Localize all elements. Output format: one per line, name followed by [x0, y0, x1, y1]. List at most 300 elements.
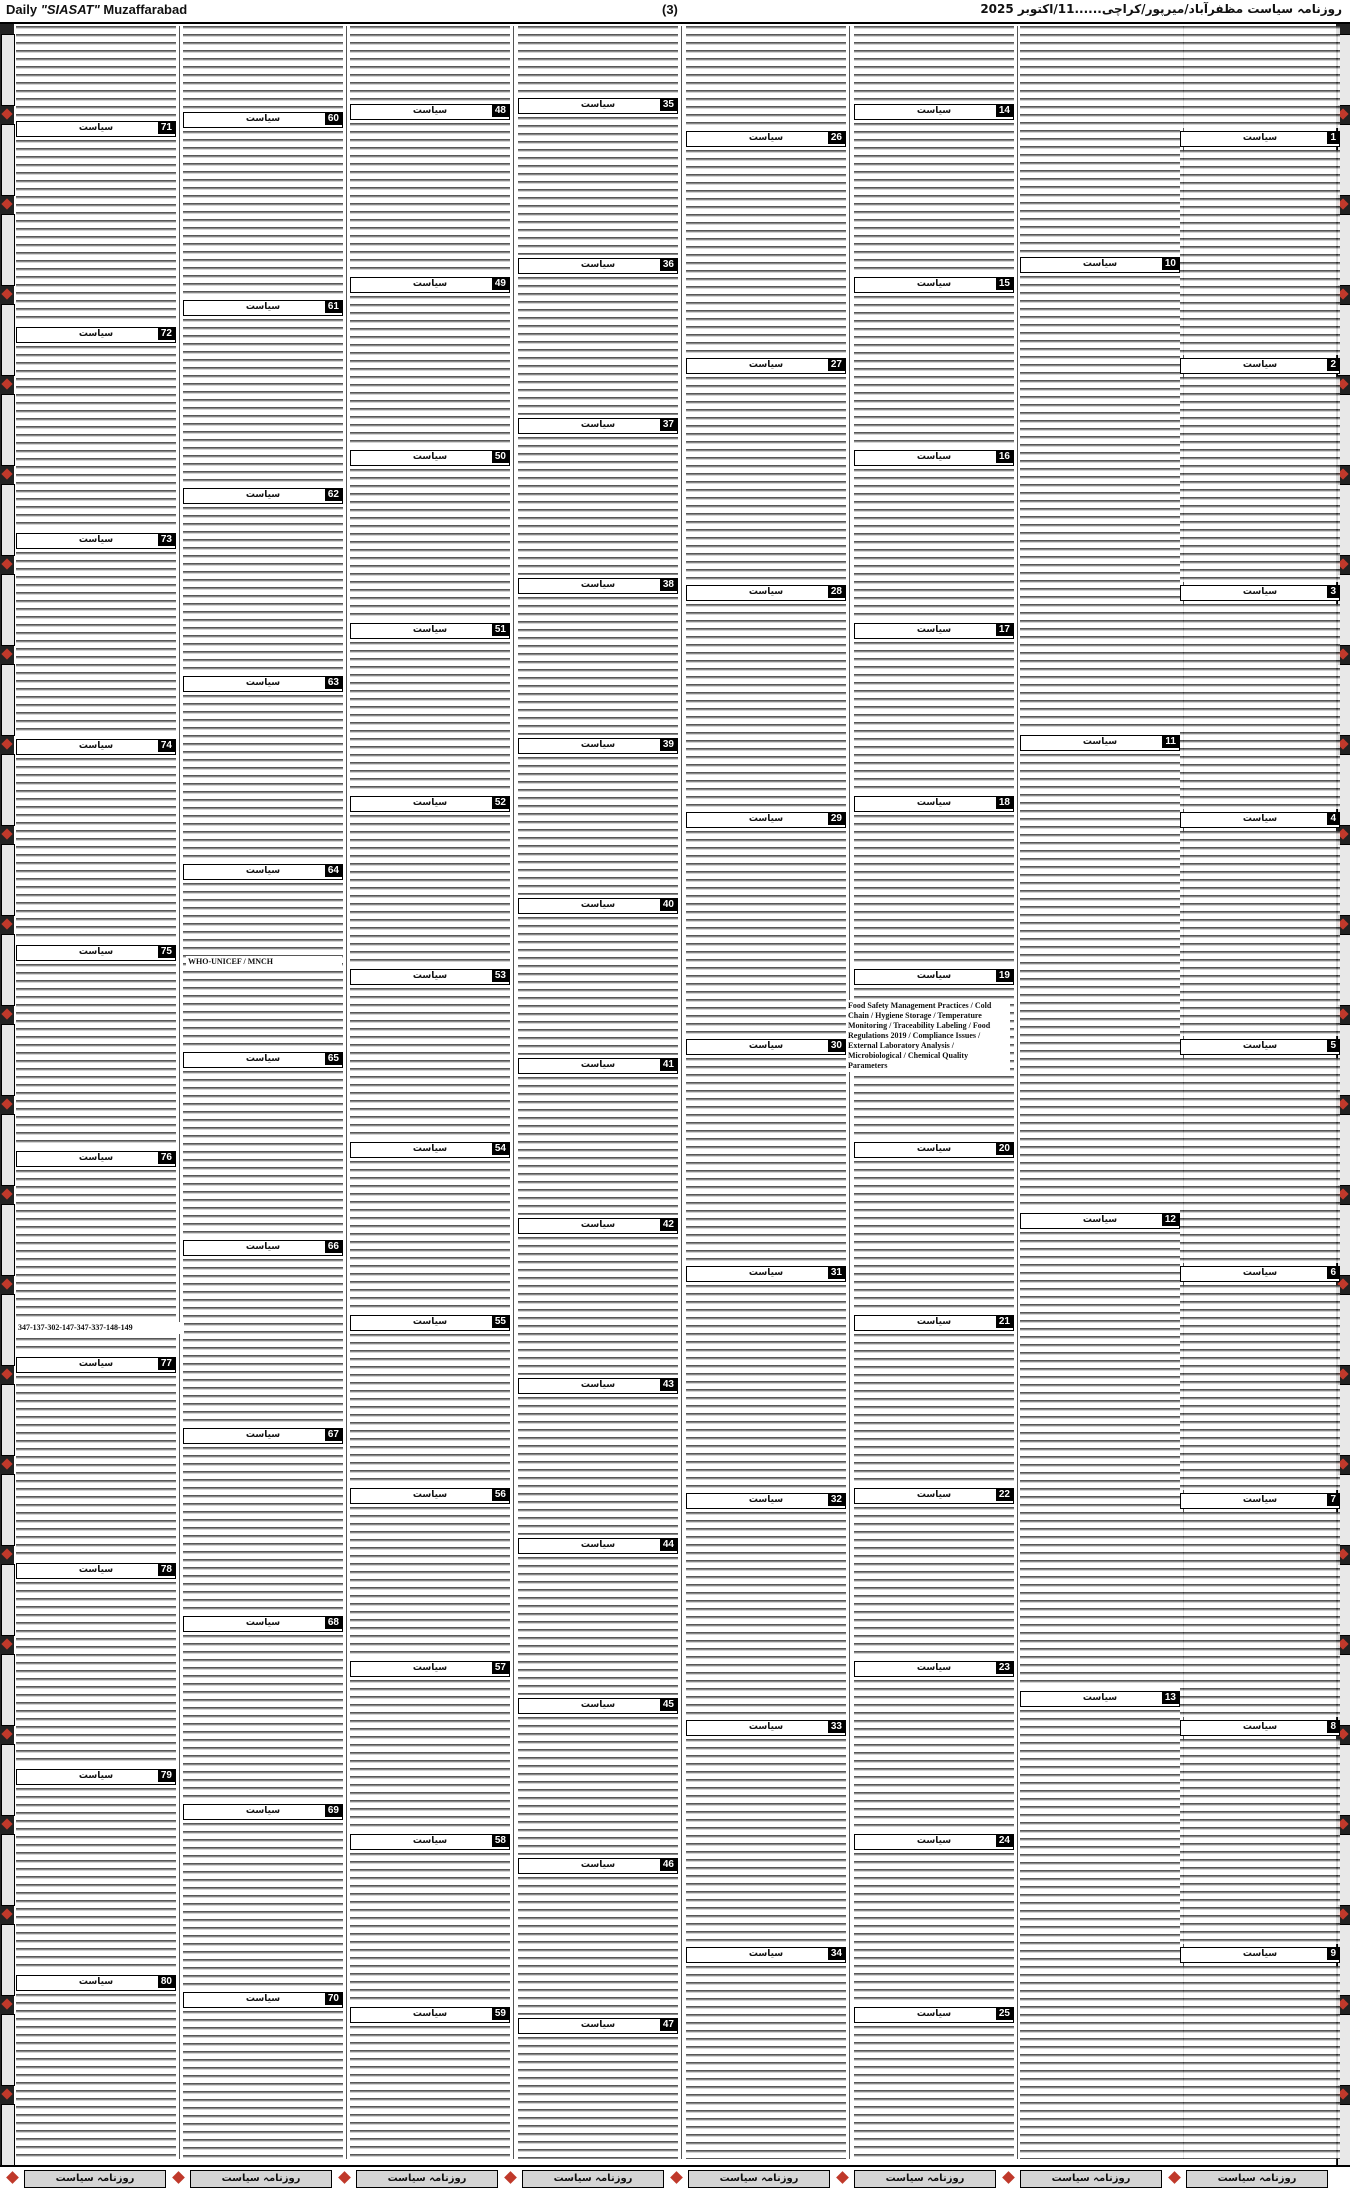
notice-header [350, 1834, 510, 1850]
notice-header [854, 623, 1014, 639]
food-safety-terms-text: Food Safety Management Practices / Cold Chain / Hygiene Storage / Temperature Monitoring / Traceability Labeling / Food Regulations 2019 / Compliance Issues / External Laboratory Analysis / Microbiological / Chemical Quality Parameters [846, 1000, 1010, 1072]
notice-text [518, 1237, 678, 1375]
sidebar-label-band [1, 1204, 15, 1276]
notice-number: 59 [492, 2008, 509, 2020]
notice-tag: سیاست [748, 1495, 784, 1505]
notice-text [518, 117, 678, 255]
sidebar-star-icon [1, 378, 12, 389]
notice-tag: سیاست [916, 1663, 952, 1673]
notice-number: 58 [492, 1835, 509, 1847]
notice-tag: سیاست [412, 279, 448, 289]
notice-header [686, 1266, 846, 1282]
notice-number: 20 [996, 1143, 1013, 1155]
notice-number: 31 [828, 1267, 845, 1279]
notice-number: 7 [1327, 1494, 1339, 1506]
notice-header [686, 1947, 846, 1963]
sidebar-label-band [1, 754, 15, 826]
notice-number: 57 [492, 1662, 509, 1674]
notice-header [686, 812, 846, 828]
column-1 [16, 26, 176, 2159]
column-2 [183, 26, 343, 2159]
notice-header [350, 1142, 510, 1158]
sidebar-star-icon [1, 1998, 12, 2009]
notice-header [16, 1357, 176, 1373]
masthead-daily: Daily [6, 2, 38, 17]
notice-header [854, 1488, 1014, 1504]
notice-tag: سیاست [78, 1153, 114, 1163]
notice-tag: سیاست [245, 866, 281, 876]
notice-tag: سیاست [748, 133, 784, 143]
notice-number: 74 [158, 740, 175, 752]
notice-header [350, 1315, 510, 1331]
sidebar-star-icon [1, 1098, 12, 1109]
notice-text [350, 2026, 510, 2159]
notice-number: 6 [1327, 1267, 1339, 1279]
notice-tag: سیاست [78, 535, 114, 545]
notice-number: 10 [1162, 258, 1179, 270]
notice-header [183, 864, 343, 880]
notice-tag: سیاست [916, 1144, 952, 1154]
notice-number: 50 [492, 451, 509, 463]
notice-text [350, 1680, 510, 1831]
notice-text [1020, 1710, 1180, 2159]
notice-number: 47 [660, 2019, 677, 2031]
notice-header [350, 1661, 510, 1677]
notice-text [1180, 604, 1340, 809]
notice-tag: سیاست [580, 1060, 616, 1070]
notice-text [350, 1334, 510, 1485]
who-unicef-text: WHO-UNICEF / MNCH [186, 956, 342, 968]
notice-header [183, 300, 343, 316]
notice-header [518, 738, 678, 754]
notice-text [518, 1077, 678, 1215]
notice-header [183, 1240, 343, 1256]
notice-tag: سیاست [245, 1618, 281, 1628]
notice-number: 44 [660, 1539, 677, 1551]
footer-star-icon [504, 2171, 517, 2184]
notice-number: 46 [660, 1859, 677, 1871]
sidebar-star-icon [1, 1008, 12, 1019]
notice-header [1020, 257, 1180, 273]
column-4 [518, 26, 678, 2159]
notice-tag: سیاست [1242, 133, 1278, 143]
notice-tag: سیاست [78, 1977, 114, 1987]
notice-number: 29 [828, 813, 845, 825]
notice-header [854, 277, 1014, 293]
notice-text [16, 140, 176, 324]
notice-text [350, 469, 510, 620]
notice-number: 40 [660, 899, 677, 911]
sidebar-label-band [1, 574, 15, 646]
notice-text [1180, 831, 1340, 1036]
notice-tag: سیاست [916, 106, 952, 116]
column-7 [1020, 26, 1180, 2159]
notice-text [183, 1071, 343, 1237]
notice-header [16, 945, 176, 961]
notice-number: 66 [325, 1241, 342, 1253]
masthead-urdu-title: روزنامہ سیاست مظفرآباد/میرپور/کراچی......11/اکتوبر 2025 [980, 2, 1342, 16]
footer-star-icon [172, 2171, 185, 2184]
notice-text [1180, 26, 1340, 128]
notice-text [16, 964, 176, 1148]
notice-text [1180, 1512, 1340, 1717]
sidebar-label-band [1, 214, 15, 286]
notice-header [183, 1804, 343, 1820]
notice-number: 22 [996, 1489, 1013, 1501]
sidebar-label-band [1, 1834, 15, 1906]
notice-number: 35 [660, 99, 677, 111]
notice-text [518, 26, 678, 95]
sidebar-label-band [1, 2014, 15, 2086]
notice-number: 67 [325, 1429, 342, 1441]
footer-segment: روزنامہ سیاست [1020, 2170, 1162, 2188]
notice-number: 36 [660, 259, 677, 271]
notice-number: 60 [325, 113, 342, 125]
notice-header [1180, 1266, 1340, 1282]
notice-header [518, 578, 678, 594]
notice-header [854, 104, 1014, 120]
notice-header [350, 2007, 510, 2023]
column-separator [179, 26, 180, 2159]
notice-header [1020, 1691, 1180, 1707]
notice-number: 70 [325, 1993, 342, 2005]
sidebar-star-icon [1, 108, 12, 119]
notice-tag: سیاست [1242, 814, 1278, 824]
notice-header [1020, 735, 1180, 751]
notice-header [518, 1218, 678, 1234]
notice-text [1020, 1232, 1180, 1688]
notice-text [1180, 377, 1340, 582]
sidebar-label-band [1, 1744, 15, 1816]
notice-header [1180, 812, 1340, 828]
footer-star-icon [836, 2171, 849, 2184]
notice-tag: سیاست [580, 1220, 616, 1230]
notice-text [183, 131, 343, 297]
notice-header [518, 898, 678, 914]
notice-header [183, 112, 343, 128]
masthead [0, 0, 1350, 24]
notice-tag: سیاست [916, 452, 952, 462]
sidebar-label-band [1, 1924, 15, 1996]
notice-header [518, 1698, 678, 1714]
notice-text [686, 1739, 846, 1944]
footer-star-icon [338, 2171, 351, 2184]
notice-header [183, 1052, 343, 1068]
notice-tag: سیاست [580, 580, 616, 590]
notice-text [1180, 1058, 1340, 1263]
footer-star-icon [1168, 2171, 1181, 2184]
notice-tag: سیاست [412, 1317, 448, 1327]
notice-tag: سیاست [580, 1700, 616, 1710]
sidebar-label-band [1, 844, 15, 916]
notice-number: 43 [660, 1379, 677, 1391]
notice-text [350, 123, 510, 274]
masthead-siasat: "SIASAT" [40, 2, 100, 17]
notice-number: 68 [325, 1617, 342, 1629]
notice-text [854, 2026, 1014, 2159]
notice-text [854, 296, 1014, 447]
notice-header [1180, 1493, 1340, 1509]
notice-tag: سیاست [748, 587, 784, 597]
notice-text [350, 642, 510, 793]
notice-tag: سیاست [1082, 259, 1118, 269]
notice-header [16, 327, 176, 343]
sidebar-star-icon [1, 1458, 12, 1469]
notice-number: 8 [1327, 1721, 1339, 1733]
notice-header [686, 1720, 846, 1736]
notice-tag: سیاست [1242, 587, 1278, 597]
notice-number: 77 [158, 1358, 175, 1370]
notice-number: 56 [492, 1489, 509, 1501]
notice-text [350, 26, 510, 101]
notice-text [518, 437, 678, 575]
notice-number: 48 [492, 105, 509, 117]
notice-tag: سیاست [78, 1359, 114, 1369]
notice-header [350, 796, 510, 812]
notice-text [183, 695, 343, 861]
notice-tag: سیاست [412, 452, 448, 462]
notice-header [16, 739, 176, 755]
notice-tag: سیاست [916, 2009, 952, 2019]
notice-tag: سیاست [1082, 1693, 1118, 1703]
notice-header [183, 488, 343, 504]
notice-text [854, 815, 1014, 966]
notice-number: 71 [158, 122, 175, 134]
notice-number: 53 [492, 970, 509, 982]
notice-text [16, 758, 176, 942]
notice-text [183, 26, 343, 109]
notice-tag: سیاست [412, 971, 448, 981]
notice-header [854, 796, 1014, 812]
notice-number: 24 [996, 1835, 1013, 1847]
column-separator [1017, 26, 1018, 2159]
notice-number: 37 [660, 419, 677, 431]
sidebar-label-band [1, 394, 15, 466]
notice-number: 72 [158, 328, 175, 340]
sidebar-star-icon [1, 2088, 12, 2099]
notice-text [1180, 1966, 1340, 2159]
notice-tag: سیاست [245, 1430, 281, 1440]
sidebar-star-icon [1, 1728, 12, 1739]
notice-tag: سیاست [748, 1722, 784, 1732]
notice-tag: سیاست [1242, 1949, 1278, 1959]
notice-header [854, 1142, 1014, 1158]
notice-text [686, 377, 846, 582]
notice-header [854, 2007, 1014, 2023]
footer-segment: روزنامہ سیاست [522, 2170, 664, 2188]
notice-header [350, 277, 510, 293]
sidebar-label-band [1, 1474, 15, 1546]
sidebar-star-icon [1, 1908, 12, 1919]
sidebar-label-band [1, 1294, 15, 1366]
notice-text [16, 1788, 176, 1972]
sidebar-star-icon [1, 198, 12, 209]
footer-star-icon [1002, 2171, 1015, 2184]
notice-header [686, 131, 846, 147]
notice-text [183, 1635, 343, 1801]
notice-header [686, 358, 846, 374]
notice-number: 3 [1327, 586, 1339, 598]
notice-number: 26 [828, 132, 845, 144]
column-3 [350, 26, 510, 2159]
notice-header [350, 1488, 510, 1504]
notice-header [16, 121, 176, 137]
notice-text [854, 123, 1014, 274]
notice-number: 25 [996, 2008, 1013, 2020]
notice-header [854, 969, 1014, 985]
notice-number: 55 [492, 1316, 509, 1328]
sidebar-label-band [1, 1654, 15, 1726]
notice-number: 51 [492, 624, 509, 636]
sidebar-star-icon [1, 1278, 12, 1289]
notice-header [183, 676, 343, 692]
page-number: (3) [662, 2, 678, 17]
sidebar-star-icon [1, 828, 12, 839]
notice-text [686, 1966, 846, 2159]
notice-header [183, 1428, 343, 1444]
notice-tag: سیاست [916, 1317, 952, 1327]
sidebar-star-icon [1, 288, 12, 299]
notice-tag: سیاست [748, 1268, 784, 1278]
notice-tag: سیاست [580, 1380, 616, 1390]
notice-text [854, 1161, 1014, 1312]
notice-tag: سیاست [916, 279, 952, 289]
notice-text [183, 2011, 343, 2159]
notice-text [518, 917, 678, 1055]
sidebar-star-icon [1, 558, 12, 569]
notice-tag: سیاست [78, 1771, 114, 1781]
notice-text [16, 346, 176, 530]
notice-text [1180, 1739, 1340, 1944]
notice-text [350, 296, 510, 447]
notice-tag: سیاست [580, 2020, 616, 2030]
notice-number: 76 [158, 1152, 175, 1164]
notice-header [518, 98, 678, 114]
sidebar-label-band [1, 484, 15, 556]
sidebar-label-band [1, 1564, 15, 1636]
notice-number: 41 [660, 1059, 677, 1071]
sidebar-star-icon [1, 1638, 12, 1649]
notice-tag: سیاست [245, 1806, 281, 1816]
column-6 [854, 26, 1014, 2159]
notice-tag: سیاست [580, 420, 616, 430]
notice-number: 33 [828, 1721, 845, 1733]
notice-header [518, 1858, 678, 1874]
notice-header [1180, 1039, 1340, 1055]
masthead-city: Muzaffarabad [103, 2, 188, 17]
notice-number: 42 [660, 1219, 677, 1231]
notice-tag: سیاست [1242, 1041, 1278, 1051]
notice-tag: سیاست [78, 1565, 114, 1575]
notice-header [518, 1058, 678, 1074]
sidebar-star-icon [1, 648, 12, 659]
notice-header [854, 1315, 1014, 1331]
notice-header [518, 1378, 678, 1394]
notice-number: 9 [1327, 1948, 1339, 1960]
notice-tag: سیاست [78, 329, 114, 339]
notice-tag: سیاست [245, 1242, 281, 1252]
notice-text [16, 26, 176, 118]
notice-header [518, 1538, 678, 1554]
notice-header [16, 1769, 176, 1785]
notice-tag: سیاست [580, 1540, 616, 1550]
notice-text [350, 1161, 510, 1312]
notice-tag: سیاست [412, 625, 448, 635]
notice-header [518, 258, 678, 274]
notice-number: 28 [828, 586, 845, 598]
notice-tag: سیاست [412, 1663, 448, 1673]
notice-text [183, 1447, 343, 1613]
notice-number: 32 [828, 1494, 845, 1506]
footer-star-icon [6, 2171, 19, 2184]
notice-number: 61 [325, 301, 342, 313]
notice-header [518, 2018, 678, 2034]
column-separator [513, 26, 514, 2159]
notice-header [1180, 358, 1340, 374]
notice-text [518, 757, 678, 895]
sidebar-label-band [1, 1114, 15, 1186]
column-5 [686, 26, 846, 2159]
notice-text [183, 507, 343, 673]
sidebar-label-band [1, 1384, 15, 1456]
notice-text [518, 1557, 678, 1695]
notice-header [1180, 1720, 1340, 1736]
notice-tag: سیاست [1242, 1722, 1278, 1732]
notice-header [350, 450, 510, 466]
sidebar-star-icon [1, 1188, 12, 1199]
notice-number: 2 [1327, 359, 1339, 371]
notice-tag: سیاست [748, 1949, 784, 1959]
notice-tag: سیاست [916, 1836, 952, 1846]
notice-header [1180, 585, 1340, 601]
notice-number: 13 [1162, 1692, 1179, 1704]
notice-number: 45 [660, 1699, 677, 1711]
notice-text [854, 1853, 1014, 2004]
notice-text [854, 1680, 1014, 1831]
notice-number: 39 [660, 739, 677, 751]
notice-number: 16 [996, 451, 1013, 463]
notice-header [1020, 1213, 1180, 1229]
notice-tag: سیاست [78, 947, 114, 957]
notice-header [16, 1151, 176, 1167]
notice-number: 62 [325, 489, 342, 501]
sidebar-label-band [1, 304, 15, 376]
sidebar-star-icon [1, 1368, 12, 1379]
notice-header [854, 1834, 1014, 1850]
notice-tag: سیاست [916, 798, 952, 808]
left-decorative-sidebar [0, 24, 14, 2165]
footer-band [0, 2165, 1350, 2191]
notice-text [16, 552, 176, 736]
notice-tag: سیاست [412, 1144, 448, 1154]
notice-text [518, 1397, 678, 1535]
notice-tag: سیاست [245, 490, 281, 500]
footer-segment: روزنامہ سیاست [854, 2170, 996, 2188]
notice-number: 18 [996, 797, 1013, 809]
footer-segment: روزنامہ سیاست [24, 2170, 166, 2188]
notice-text [1020, 26, 1180, 254]
sidebar-label-band [1, 664, 15, 736]
notice-tag: سیاست [1242, 1268, 1278, 1278]
notice-number: 11 [1162, 736, 1179, 748]
notice-header [350, 104, 510, 120]
notice-header [16, 533, 176, 549]
notice-header [350, 969, 510, 985]
notice-tag: سیاست [580, 1860, 616, 1870]
notice-text [350, 988, 510, 1139]
sidebar-star-icon [1, 738, 12, 749]
sidebar-star-icon [1, 1818, 12, 1829]
